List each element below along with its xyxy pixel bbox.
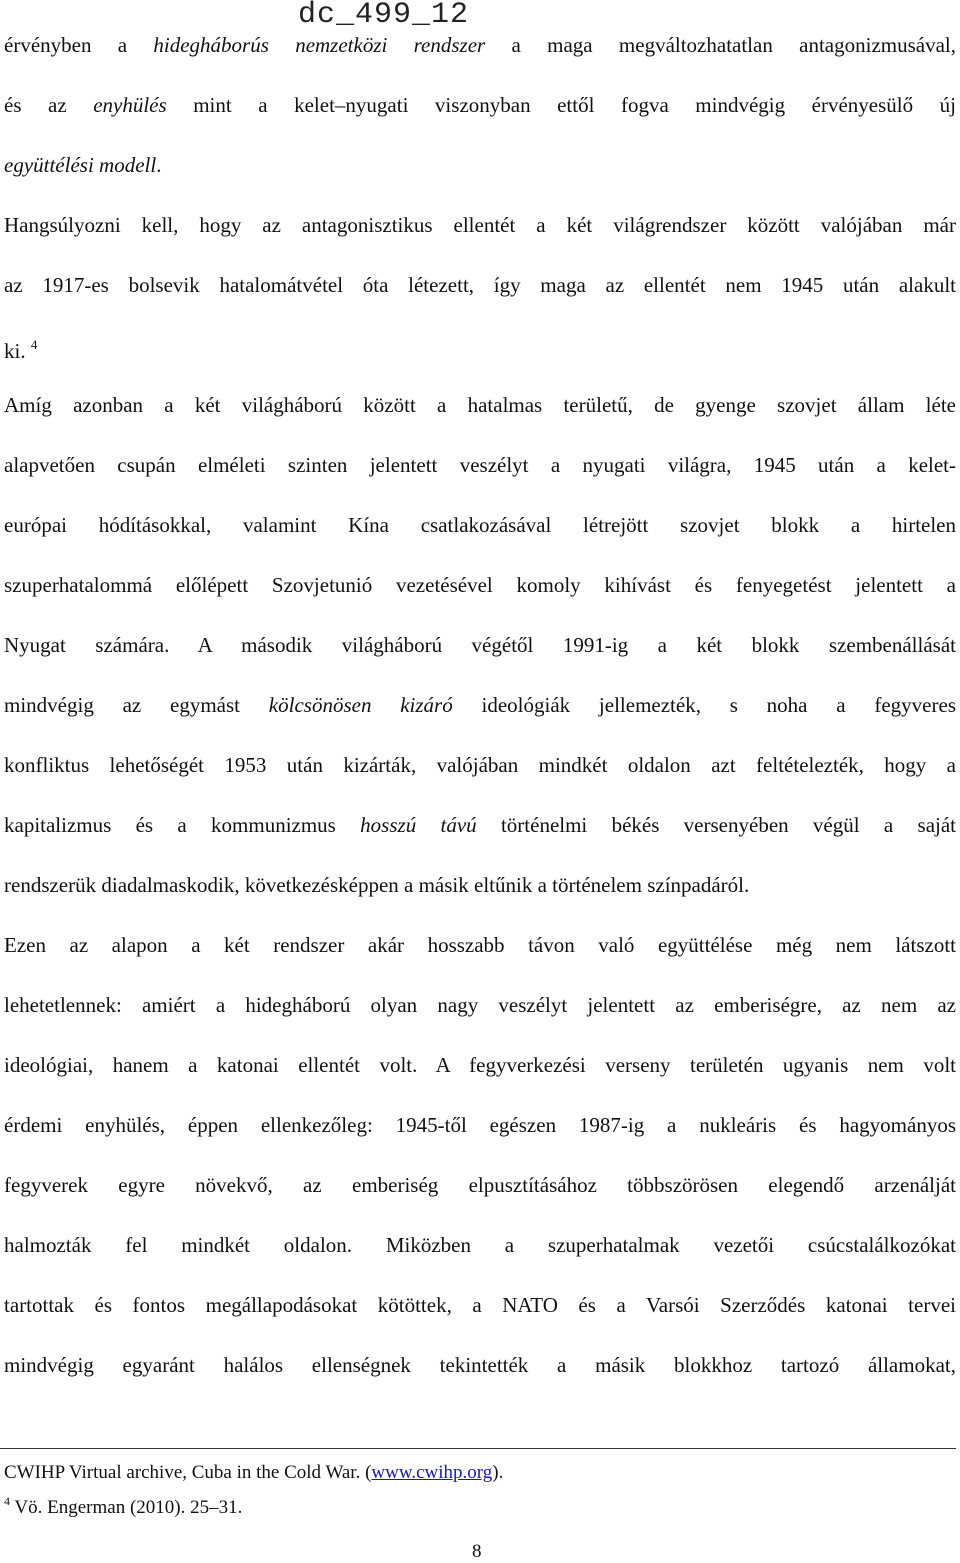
text-line [4,512,956,538]
line-text: ideológiai, hanem a katonai ellentét volt. A fegyverkezési verseny területén ugyanis nem volt [4,1053,956,1077]
line-text: Ezen az alapon a két rendszer akár hosszabb távon való együttélése még nem látszott [4,933,956,957]
line-text: rendszerük diadalmaskodik, következésképpen a másik eltűnik a történelem színpadáról. [4,873,750,897]
text-line [4,152,956,178]
text-line [4,812,956,838]
line-text: Amíg azonban a két világháború között a hatalmas területű, de gyenge szovjet állam léte [4,393,956,417]
line-text: mindvégig egyaránt halálos ellenségnek tekintették a másik blokkhoz tartozó államokat, [4,1353,956,1377]
italic-term: együttélési modell [4,153,157,177]
text-line [4,932,956,958]
line-text: és az [4,93,94,117]
line-text: konfliktus lehetőségét 1953 után kizárták, valójában mindkét oldalon azt feltételezték, hogy a [4,753,956,777]
line-text: tartottak és fontos megállapodásokat kötöttek, a NATO és a Varsói Szerződés katonai tervei [4,1293,956,1317]
line-text: az 1917-es bolsevik hatalomátvétel óta létezett, így maga az ellentét nem 1945 után alakult [4,273,956,297]
italic-term: kölcsönösen kizáró [268,693,453,717]
line-text: érvényben a [4,33,154,57]
italic-term: hidegháborús nemzetközi rendszer [153,33,486,57]
line-text: mint a kelet–nyugati viszonyban ettől fogva mindvégig érvényesülő új [166,93,956,117]
footnote-marker: 4 [4,1494,10,1508]
line-text: . [156,153,162,177]
line-text: ideológiák jellemezték, s noha a fegyveres [452,693,956,717]
line-text: kapitalizmus és a kommunizmus [4,813,361,837]
italic-term: enyhülés [93,93,167,117]
line-text: mindvégig az egymást [4,693,269,717]
text-line [4,692,956,718]
line-text: lehetetlennek: amiért a hidegháború olyan nagy veszélyt jelentett az emberiségre, az nem az [4,993,956,1017]
line-text: Hangsúlyozni kell, hogy az antagonisztikus ellentét a két világrendszer között valójában már [4,213,956,237]
text-line [4,1052,956,1078]
footnote-3: CWIHP Virtual archive, Cuba in the Cold War. (www.cwihp.org). [4,1462,504,1483]
italic-term: hosszú távú [360,813,477,837]
page-number: 8 [472,1541,482,1562]
text-line [4,92,956,118]
text-line [4,1232,956,1258]
text-line [4,992,956,1018]
footnote-divider [0,1448,956,1449]
line-text: szuperhatalommá előlépett Szovjetunió vezetésével komoly kihívást és fenyegetést jelentett a [4,573,956,597]
line-text: ki. [4,339,26,363]
line-text: a maga megváltozhatatlan antagonizmusával, [485,33,957,57]
text-line [4,32,956,58]
line-text: érdemi enyhülés, éppen ellenkezőleg: 1945-től egészen 1987-ig a nukleáris és hagyományos [4,1113,956,1137]
text-line [4,332,956,364]
text-line [4,1172,956,1198]
text-line [4,392,956,418]
text-line [4,1292,956,1318]
text-line [4,752,956,778]
text-line [4,572,956,598]
footnote-4: $^4$ Vö. Engerman (2010). 25–31. [4,1494,243,1518]
text-line [4,632,956,658]
text-line [4,1352,956,1378]
line-text: európai hódításokkal, valamint Kína csatlakozásával létrejött szovjet blokk a hirtelen [4,513,956,537]
footnote-reference[interactable]: 4 [30,337,38,352]
line-text: alapvetően csupán elméleti szinten jelentett veszélyt a nyugati világra, 1945 után a kelet- [4,453,956,477]
line-text: történelmi békés versenyében végül a saját [476,813,957,837]
document-id-header: dc_499_12 [298,0,470,32]
text-line [4,212,956,238]
text-line [4,272,956,298]
text-line [4,872,956,898]
text-line [4,452,956,478]
text-line [4,1112,956,1138]
footnote-link[interactable]: www.cwihp.org [371,1462,493,1483]
line-text: fegyverek egyre növekvő, az emberiség elpusztításához többszörösen elegendő arzenálját [4,1173,956,1197]
line-text: halmozták fel mindkét oldalon. Miközben a szuperhatalmak vezetői csúcstalálkozókat [4,1233,956,1257]
line-text: Nyugat számára. A második világháború végétől 1991-ig a két blokk szembenállását [4,633,956,657]
